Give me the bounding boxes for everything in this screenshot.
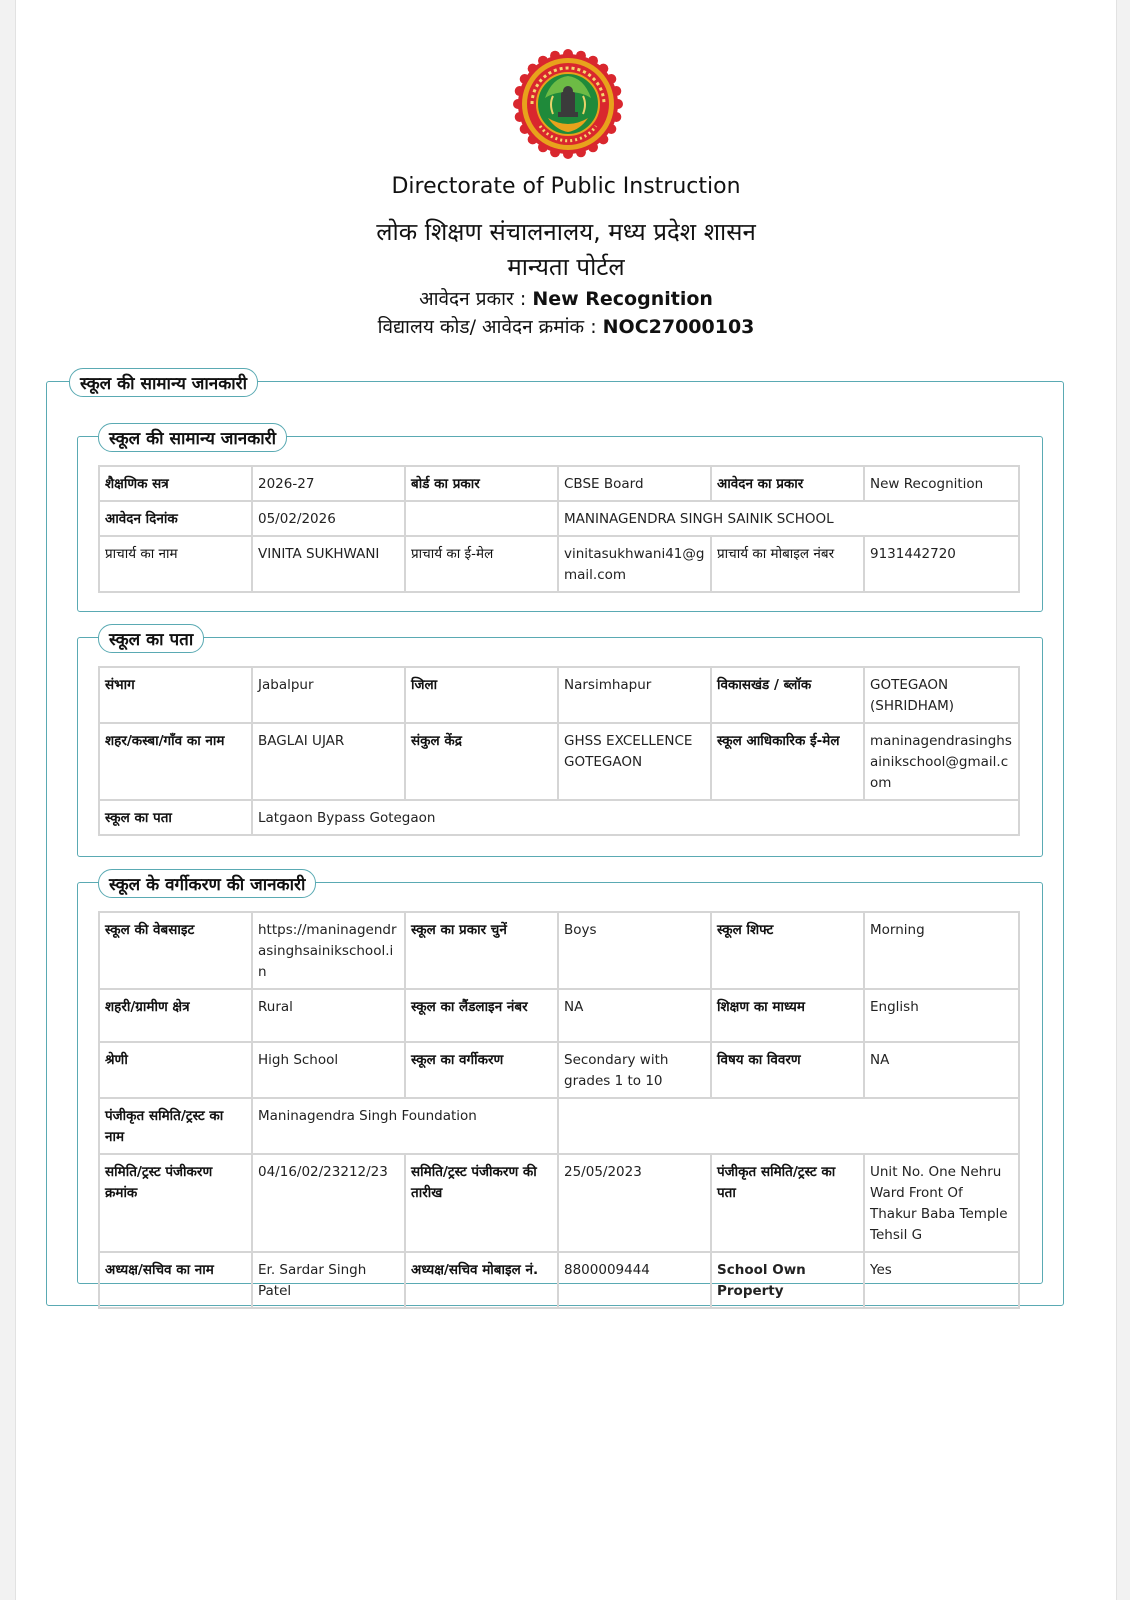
field-label: अध्यक्ष/सचिव मोबाइल नं. bbox=[405, 1252, 558, 1308]
field-label: स्कूल का वर्गीकरण bbox=[405, 1042, 558, 1098]
field-value: Jabalpur bbox=[252, 667, 405, 723]
field-label: School Own Property bbox=[711, 1252, 864, 1308]
field-label: समिति/ट्रस्ट पंजीकरण क्रमांक bbox=[99, 1154, 252, 1252]
school-code-label: विद्यालय कोड/ आवेदन क्रमांक : bbox=[377, 316, 603, 338]
field-label: समिति/ट्रस्ट पंजीकरण की तारीख bbox=[405, 1154, 558, 1252]
field-label: शैक्षणिक सत्र bbox=[99, 466, 252, 501]
field-value: NA bbox=[864, 1042, 1019, 1098]
document-page bbox=[15, 0, 1117, 1600]
field-label: विषय का विवरण bbox=[711, 1042, 864, 1098]
table-row bbox=[99, 466, 1019, 501]
directorate-title: Directorate of Public Instruction bbox=[391, 174, 741, 199]
field-value: https://maninagendrasinghsainikschool.in bbox=[252, 912, 405, 989]
field-value: Morning bbox=[864, 912, 1019, 989]
table-row bbox=[99, 723, 1019, 800]
field-label: आवेदन दिनांक bbox=[99, 501, 252, 536]
school-name-value: MANINAGENDRA SINGH SAINIK SCHOOL bbox=[558, 501, 1019, 536]
outer-section bbox=[46, 374, 1064, 1306]
field-value: High School bbox=[252, 1042, 405, 1098]
field-label: श्रेणी bbox=[99, 1042, 252, 1098]
field-label: जिला bbox=[405, 667, 558, 723]
department-name: लोक शिक्षण संचालनालय, मध्य प्रदेश शासन bbox=[376, 218, 756, 246]
field-value: Rural bbox=[252, 989, 405, 1042]
field-value: Narsimhapur bbox=[558, 667, 711, 723]
government-seal-emblem bbox=[512, 48, 624, 160]
table-row bbox=[99, 667, 1019, 723]
table-row bbox=[99, 1252, 1019, 1308]
field-value: 2026-27 bbox=[252, 466, 405, 501]
field-value: Er. Sardar Singh Patel bbox=[252, 1252, 405, 1308]
field-value: 05/02/2026 bbox=[252, 501, 405, 536]
classification-table bbox=[98, 911, 1020, 1309]
field-value: BAGLAI UJAR bbox=[252, 723, 405, 800]
field-label: शहरी/ग्रामीण क्षेत्र bbox=[99, 989, 252, 1042]
field-value: Unit No. One Nehru Ward Front Of Thakur Baba Temple Tehsil G bbox=[864, 1154, 1019, 1252]
school-code-value: NOC27000103 bbox=[602, 316, 755, 338]
field-value: NA bbox=[558, 989, 711, 1042]
table-row bbox=[99, 989, 1019, 1042]
table-row bbox=[99, 1042, 1019, 1098]
field-value: Yes bbox=[864, 1252, 1019, 1308]
field-label: स्कूल शिफ्ट bbox=[711, 912, 864, 989]
table-row bbox=[99, 912, 1019, 989]
field-label: बोर्ड का प्रकार bbox=[405, 466, 558, 501]
field-value: vinitasukhwani41@gmail.com bbox=[558, 536, 711, 592]
field-value: Latgaon Bypass Gotegaon bbox=[252, 800, 1019, 835]
field-label: आवेदन का प्रकार bbox=[711, 466, 864, 501]
field-value: GHSS EXCELLENCE GOTEGAON bbox=[558, 723, 711, 800]
empty-cell bbox=[558, 1098, 1019, 1154]
field-label: शहर/कस्बा/गाँव का नाम bbox=[99, 723, 252, 800]
address-section bbox=[77, 630, 1043, 857]
general-info-table bbox=[98, 465, 1020, 593]
table-row bbox=[99, 501, 1019, 536]
application-type-line bbox=[16, 285, 1116, 311]
field-value: Boys bbox=[558, 912, 711, 989]
address-table bbox=[98, 666, 1020, 836]
school-code-line bbox=[16, 313, 1116, 339]
field-label: संकुल केंद्र bbox=[405, 723, 558, 800]
field-label: प्राचार्य का नाम bbox=[99, 536, 252, 592]
field-label: स्कूल आधिकारिक ई-मेल bbox=[711, 723, 864, 800]
field-value: CBSE Board bbox=[558, 466, 711, 501]
application-type-label: आवेदन प्रकार : bbox=[419, 288, 533, 310]
address-title: स्कूल का पता bbox=[98, 624, 204, 653]
field-value: New Recognition bbox=[864, 466, 1019, 501]
field-label: पंजीकृत समिति/ट्रस्ट का नाम bbox=[99, 1098, 252, 1154]
field-label: विकासखंड / ब्लॉक bbox=[711, 667, 864, 723]
table-row bbox=[99, 1154, 1019, 1252]
field-value: 8800009444 bbox=[558, 1252, 711, 1308]
field-label: प्राचार्य का ई-मेल bbox=[405, 536, 558, 592]
general-info-section bbox=[77, 429, 1043, 612]
classification-title: स्कूल के वर्गीकरण की जानकारी bbox=[98, 869, 316, 898]
field-value: VINITA SUKHWANI bbox=[252, 536, 405, 592]
field-value: Secondary with grades 1 to 10 bbox=[558, 1042, 711, 1098]
table-row bbox=[99, 1098, 1019, 1154]
field-label: स्कूल का प्रकार चुनें bbox=[405, 912, 558, 989]
field-value: maninagendrasinghsainikschool@gmail.com bbox=[864, 723, 1019, 800]
field-value: English bbox=[864, 989, 1019, 1042]
field-label: स्कूल का लैंडलाइन नंबर bbox=[405, 989, 558, 1042]
field-label: स्कूल का पता bbox=[99, 800, 252, 835]
table-row bbox=[99, 536, 1019, 592]
field-value: Maninagendra Singh Foundation bbox=[252, 1098, 558, 1154]
field-label: संभाग bbox=[99, 667, 252, 723]
field-value: 04/16/02/23212/23 bbox=[252, 1154, 405, 1252]
application-type-value: New Recognition bbox=[532, 288, 713, 310]
portal-name: मान्यता पोर्टल bbox=[507, 253, 625, 281]
field-label: अध्यक्ष/सचिव का नाम bbox=[99, 1252, 252, 1308]
field-label: प्राचार्य का मोबाइल नंबर bbox=[711, 536, 864, 592]
seal-icon bbox=[512, 48, 624, 160]
field-label: शिक्षण का माध्यम bbox=[711, 989, 864, 1042]
classification-section bbox=[77, 875, 1043, 1299]
empty-cell bbox=[405, 501, 558, 536]
field-label: स्कूल की वेबसाइट bbox=[99, 912, 252, 989]
outer-section-title: स्कूल की सामान्य जानकारी bbox=[69, 368, 258, 397]
table-row bbox=[99, 800, 1019, 835]
field-value: 9131442720 bbox=[864, 536, 1019, 592]
general-info-title: स्कूल की सामान्य जानकारी bbox=[98, 423, 287, 452]
field-label: पंजीकृत समिति/ट्रस्ट का पता bbox=[711, 1154, 864, 1252]
field-value: 25/05/2023 bbox=[558, 1154, 711, 1252]
field-value: GOTEGAON (SHRIDHAM) bbox=[864, 667, 1019, 723]
